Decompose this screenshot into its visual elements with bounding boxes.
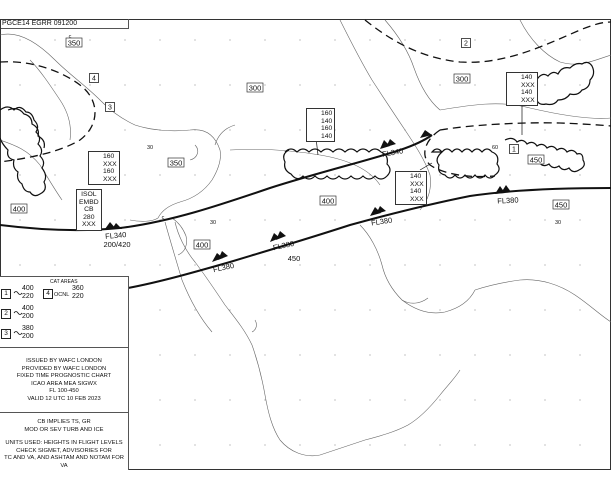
tropopause-label	[168, 158, 184, 168]
grid-dot	[299, 219, 300, 220]
notes-line: MOD OR SEV TURB AND ICE	[24, 426, 104, 433]
grid-dot	[159, 399, 160, 400]
grid-dot	[19, 174, 20, 175]
grid-dot	[264, 264, 265, 265]
grid-dot	[229, 444, 230, 445]
grid-dot	[369, 264, 370, 265]
tropopause-label	[553, 200, 569, 210]
cloud-box-5-line: 140	[410, 188, 422, 195]
grid-dot	[299, 174, 300, 175]
grid-label: c	[161, 215, 165, 221]
grid-dot	[264, 309, 265, 310]
grid-dot	[544, 174, 545, 175]
grid-dot	[299, 354, 300, 355]
grid-dot	[19, 129, 20, 130]
grid-dot	[264, 129, 265, 130]
legend-cat-values	[22, 285, 34, 301]
grid-dot	[579, 309, 580, 310]
grid-dot	[369, 39, 370, 40]
chart-header: PGCE14 EGRR 091200	[1, 19, 129, 29]
svg-text:300: 300	[248, 83, 262, 93]
jet-stream-north	[0, 132, 432, 230]
cat-ref-box	[106, 103, 115, 112]
grid-dot	[544, 354, 545, 355]
tropopause-label	[454, 74, 470, 84]
grid-dot	[369, 309, 370, 310]
grid-dot	[334, 444, 335, 445]
grid-dot	[194, 39, 195, 40]
cat-ref-box	[510, 145, 519, 154]
notes-line: CB IMPLIES TS, GR	[37, 419, 91, 425]
cat-area-north-east	[365, 20, 611, 62]
jet-level-label: FL380	[370, 215, 393, 228]
legend-cat-top: 380	[22, 325, 34, 332]
grid-dot	[159, 309, 160, 310]
grid-dot	[544, 39, 545, 40]
grid-dot	[264, 444, 265, 445]
legend-cat-base: 200	[22, 333, 34, 340]
legend-cat-values	[22, 305, 34, 321]
cloud-box-4-line: 280	[83, 213, 95, 221]
grid-dot	[19, 219, 20, 220]
grid-dot	[404, 354, 405, 355]
grid-dot	[124, 129, 125, 130]
grid-dot	[439, 444, 440, 445]
jet-level-label: FL340	[381, 146, 404, 159]
cloud-box-4-line: ISOL	[81, 191, 97, 198]
cat-area-east	[440, 123, 611, 130]
issued-line: VALID 12 UTC 10 FEB 2023	[27, 395, 101, 402]
legend-cat-num: 1	[1, 289, 11, 299]
grid-dot	[334, 219, 335, 220]
svg-text:400: 400	[12, 204, 26, 214]
cloud-box-2-line: XXX	[521, 96, 535, 104]
legend-cat-base: 220	[72, 293, 84, 300]
grid-dot	[229, 354, 230, 355]
jet-stream-south	[128, 188, 611, 288]
cloud-box-5-line: XXX	[410, 180, 424, 188]
grid-dot	[229, 399, 230, 400]
grid-dot	[89, 84, 90, 85]
grid-dot	[194, 174, 195, 175]
grid-dot	[474, 264, 475, 265]
legend-title: CAT AREAS	[50, 279, 78, 285]
cloud-box-3-line: 160	[103, 153, 115, 160]
legend-cat-extra: OCNL	[54, 292, 70, 298]
grid-dot	[334, 399, 335, 400]
grid-dot	[89, 39, 90, 40]
grid-dot	[299, 39, 300, 40]
grid-label: 30	[554, 220, 562, 226]
grid-dot	[124, 39, 125, 40]
grid-dot	[544, 444, 545, 445]
grid-dot	[194, 354, 195, 355]
grid-dot	[19, 264, 20, 265]
svg-text:1: 1	[512, 146, 516, 154]
notes-line: TC AND VA, AND ASHTAM AND NOTAM FOR VA	[4, 455, 124, 469]
grid-dot	[509, 444, 510, 445]
jet-depth-label: 200/420	[103, 240, 131, 249]
issued-line: ICAO AREA MEA SIGWX	[31, 380, 97, 387]
grid-dot	[579, 129, 580, 130]
cloud-box-5-line: 140	[410, 173, 422, 180]
cloud-box-1	[306, 108, 335, 142]
cat-ref-box	[90, 74, 99, 83]
jet-level-label: FL340	[104, 230, 127, 241]
grid-dot	[194, 219, 195, 220]
grid-dot	[404, 399, 405, 400]
cb-area-central	[284, 149, 390, 179]
grid-dot	[474, 84, 475, 85]
svg-text:450: 450	[554, 200, 568, 210]
grid-dot	[579, 219, 580, 220]
grid-dot	[579, 444, 580, 445]
grid-dot	[474, 129, 475, 130]
grid-dot	[334, 264, 335, 265]
grid-dot	[159, 264, 160, 265]
grid-dot	[404, 84, 405, 85]
notes-line: CHECK SIGMET, ADVISORIES FOR	[16, 447, 112, 454]
tropopause-label	[194, 240, 210, 250]
grid-dot	[509, 354, 510, 355]
grid-label: 60	[491, 145, 499, 151]
grid-dot	[544, 84, 545, 85]
grid-dot	[369, 84, 370, 85]
svg-text:4: 4	[92, 75, 96, 83]
grid-dot	[54, 174, 55, 175]
cloud-box-5-line: XXX	[410, 195, 424, 203]
cloud-box-3-line: 160	[103, 168, 115, 175]
grid-dot	[509, 264, 510, 265]
cb-area-east-south	[505, 138, 584, 171]
grid-dot	[334, 354, 335, 355]
grid-dot	[194, 264, 195, 265]
cloud-box-1-line: 140	[321, 117, 333, 125]
cb-area-west	[0, 107, 46, 196]
notes-line: UNITS USED: HEIGHTS IN FLIGHT LEVELS	[5, 440, 123, 447]
grid-dot	[264, 84, 265, 85]
cat-area-east-loop	[425, 130, 495, 177]
issued-line: FIXED TIME PROGNOSTIC CHART	[16, 373, 112, 380]
grid-dot	[194, 309, 195, 310]
cloud-box-2-line: 140	[521, 89, 533, 96]
grid-dot	[19, 39, 20, 40]
grid-dot	[579, 264, 580, 265]
grid-dot	[439, 39, 440, 40]
grid-dot	[264, 354, 265, 355]
cloud-box-3-line: XXX	[103, 175, 117, 183]
grid-dot	[54, 39, 55, 40]
issued-line: PROVIDED BY WAFC LONDON	[21, 365, 107, 372]
svg-text:450: 450	[529, 155, 543, 165]
grid-dot	[474, 444, 475, 445]
tropopause-label	[11, 204, 27, 214]
grid-label: 30	[146, 145, 154, 151]
grid-dot	[229, 174, 230, 175]
grid-dot	[509, 174, 510, 175]
legend-cat-base: 220	[22, 293, 34, 300]
grid-dot	[159, 174, 160, 175]
svg-text:2: 2	[464, 40, 468, 48]
grid-dot	[194, 444, 195, 445]
legend-cat-base: 200	[22, 313, 34, 320]
grid-dot	[474, 354, 475, 355]
grid-dot	[229, 309, 230, 310]
issued-block	[0, 347, 128, 404]
legend-panel	[0, 276, 129, 470]
grid-dot	[194, 399, 195, 400]
cloud-box-1-line: 140	[321, 132, 333, 140]
grid-dot	[299, 129, 300, 130]
grid-dot	[509, 39, 510, 40]
tropopause-label: 450	[287, 254, 301, 263]
grid-dot	[404, 444, 405, 445]
tropopause-label	[320, 196, 336, 206]
grid-dot	[264, 174, 265, 175]
grid-dot	[439, 174, 440, 175]
grid-dot	[439, 264, 440, 265]
cloud-box-4-line: XXX	[82, 221, 96, 228]
jet-level-label: FL380	[272, 238, 295, 253]
grid-dot	[579, 84, 580, 85]
grid-dot	[439, 354, 440, 355]
cloud-box-2-line: 140	[521, 74, 533, 81]
svg-text:400: 400	[321, 196, 335, 206]
grid-dot	[159, 84, 160, 85]
cb-area-east	[432, 149, 499, 178]
legend-turbulence-icons	[13, 285, 23, 345]
legend-cat-top: 400	[22, 305, 34, 312]
grid-dot	[229, 39, 230, 40]
notes-block	[0, 412, 128, 471]
grid-dot	[19, 84, 20, 85]
grid-dot	[474, 219, 475, 220]
grid-dot	[229, 219, 230, 220]
grid-dot	[404, 264, 405, 265]
grid-dot	[439, 219, 440, 220]
legend-cat-num: 2	[1, 309, 11, 319]
grid-dot	[544, 309, 545, 310]
grid-dot	[579, 354, 580, 355]
grid-dot	[299, 309, 300, 310]
grid-dot	[509, 309, 510, 310]
grid-dot	[579, 39, 580, 40]
grid-dot	[89, 264, 90, 265]
grid-dot	[404, 39, 405, 40]
grid-dot	[544, 219, 545, 220]
grid-dot	[299, 84, 300, 85]
grid-dot	[54, 84, 55, 85]
jet-level-label: FL380	[212, 260, 235, 275]
grid-dot	[439, 309, 440, 310]
grid-dot	[264, 39, 265, 40]
grid-dot	[509, 399, 510, 400]
cloud-box-5	[395, 171, 427, 205]
grid-label: 30	[209, 220, 217, 226]
grid-dot	[299, 444, 300, 445]
legend-cat-num: 3	[1, 329, 11, 339]
svg-text:300: 300	[455, 74, 469, 84]
grid-dot	[54, 264, 55, 265]
svg-text:3: 3	[108, 104, 112, 112]
cloud-box-3	[88, 151, 120, 185]
cloud-box-1-line: 160	[321, 125, 333, 132]
grid-dot	[194, 84, 195, 85]
grid-dot	[439, 399, 440, 400]
grid-dot	[334, 39, 335, 40]
grid-dot	[229, 129, 230, 130]
grid-dot	[159, 39, 160, 40]
cloud-box-2-line: XXX	[521, 81, 535, 89]
grid-dot	[229, 84, 230, 85]
grid-dot	[404, 219, 405, 220]
grid-dot	[509, 129, 510, 130]
legend-cat-num: 4	[43, 289, 53, 299]
cloud-box-4-line: CB	[84, 206, 94, 213]
grid-dot	[159, 444, 160, 445]
legend-cat-top: 400	[22, 285, 34, 292]
grid-dot	[369, 399, 370, 400]
tropopause-label	[247, 83, 263, 93]
grid-dot	[124, 174, 125, 175]
grid-dot	[299, 264, 300, 265]
tropopause-label	[528, 155, 544, 165]
grid-dot	[334, 84, 335, 85]
grid-dot	[369, 129, 370, 130]
grid-dot	[54, 129, 55, 130]
grid-dot	[369, 444, 370, 445]
jet-labels	[103, 146, 518, 274]
cloud-box-2	[506, 72, 538, 106]
grid-dot	[544, 399, 545, 400]
grid-dot	[509, 219, 510, 220]
grid-label: c	[68, 34, 72, 40]
grid-dot	[579, 399, 580, 400]
grid-dot	[159, 354, 160, 355]
grid-dot	[334, 309, 335, 310]
grid-dot	[544, 129, 545, 130]
grid-dot	[474, 39, 475, 40]
grid-dot	[124, 264, 125, 265]
grid-dot	[264, 219, 265, 220]
grid-dot	[579, 174, 580, 175]
cb-area-northeast	[533, 62, 593, 104]
cloud-box-1-line: 160	[321, 110, 333, 117]
grid-dot	[264, 399, 265, 400]
issued-line: FL 100-450	[49, 388, 79, 395]
cat-ref-box	[462, 39, 471, 48]
grid-dot	[299, 399, 300, 400]
cloud-box-4	[76, 189, 102, 231]
cloud-box-4-line: EMBD	[79, 198, 99, 206]
issued-line: ISSUED BY WAFC LONDON	[26, 358, 102, 364]
grid-dot	[54, 219, 55, 220]
grid-dot	[369, 354, 370, 355]
grid-dot	[474, 309, 475, 310]
svg-text:350: 350	[169, 158, 183, 168]
grid-dot	[404, 309, 405, 310]
grid-dot	[124, 219, 125, 220]
cloud-box-3-line: XXX	[103, 160, 117, 168]
grid-dot	[474, 399, 475, 400]
grid-dot	[124, 84, 125, 85]
cat-refs	[90, 39, 519, 154]
legend-cat-top: 360	[72, 285, 84, 292]
grid-dot	[334, 174, 335, 175]
cat-area-west	[0, 62, 95, 162]
svg-text:350: 350	[67, 38, 81, 48]
legend-cat-values	[22, 325, 34, 341]
grid-dot	[439, 84, 440, 85]
legend-cat-values	[72, 285, 84, 301]
svg-text:400: 400	[195, 240, 209, 250]
jet-level-label: FL380	[497, 195, 519, 206]
grid-dot	[544, 264, 545, 265]
